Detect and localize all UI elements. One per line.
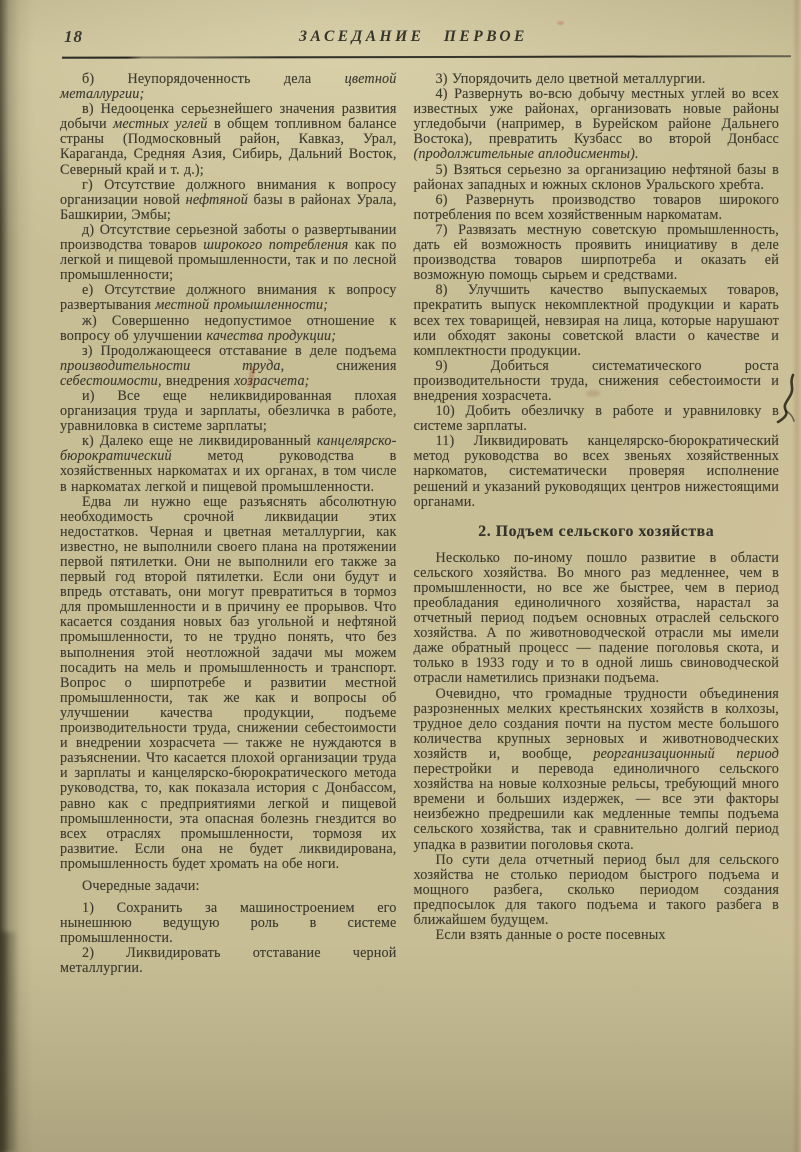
ink-squiggle-mark: [774, 372, 800, 428]
paragraph: Едва ли нужно еще разъяснять абсолютную необходимость срочной ликвидации этих недостатков. Черная и цветная металлургии, как известно, не выполнили своего плана на протяжении первой пятилетки. Они не выполнили его также за первый год второй пятилетки. Если они будут и впредь отставать, они могут превратиться в тормоз для промышленности и в причину ее прорывов. Что касается создания новых баз угольной и нефтяной промышленности, то не трудно понять, что без выполнения этой неотложной задачи мы можем посадить на мель и промышленность и транспорт. Вопрос о ширпотребе и развитии местной промышленности, так же как и вопросы об улучшении качества продукции, подъеме производительности труда, снижении себестоимости и внедрении хозрасчета — также не нуждаются в разъяснении. Что касается плохой организации труда и зарплаты и канцелярско-бюрократического метода руководства, то, как показала история с Донбассом, равно как с предприятиями легкой и пищевой промышленности, эта опасная болезнь гнездится во всех отраслях промышленности, тормозя их развитие. Если она не будет ликвидирована, промышленность будет хромать на обе ноги.: [60, 493, 397, 872]
page-right-edge-shadow: [792, 0, 801, 1152]
paragraph: Несколько по-иному пошло развитие в области сельского хозяйства. Во много раз медленнее, чем в промышленности, но все же быстрее, чем в период преобладания единоличного хозяйства, нарастал за отчетный период подъем основных отраслей сельского хозяйства. А по животноводческой отрасли мы имели даже обратный процесс — падение поголовья скота, и только в 1933 году и то в одной лишь свиноводческой отрасли наметились признаки подъема.: [413, 549, 779, 687]
paragraph: и) Все еще неликвидированная плохая организация труда и зарплаты, обезличка в работе, уравниловка в системе зарплаты;: [60, 387, 397, 435]
paragraph: д) Отсутствие серьезной заботы о развертывании производства товаров широкого потребления как по легкой и пищевой промышленности, так и по лесной промышленности;: [60, 221, 397, 284]
paragraph: 2) Ликвидировать отставание черной металлургии.: [60, 945, 397, 977]
page-bottom-left-shadow: [0, 932, 22, 1152]
paragraph: з) Продолжающееся отставание в деле подъема производительности труда, снижения себестоимости, внедрения хозрасчета;: [60, 342, 397, 389]
paragraph: 1) Сохранить за машиностроением его нынешнюю ведущую роль в системе промышленности.: [60, 900, 397, 947]
paragraph: г) Отсутствие должного внимания к вопросу организации новой нефтяной базы в районах Урала, Башкирии, Эмбы;: [60, 176, 397, 223]
paragraph: в) Недооценка серьезнейшего значения развития добычи местных углей в общем топливном балансе страны (Подмосковный район, Кавказ, Урал, Караганда, Средняя Азия, Сибирь, Дальний Восток, Северный край и т. д.);: [60, 101, 397, 178]
paragraph: к) Далеко еще не ликвидированный канцелярско-бюрократический метод руководства в хозяйственных наркоматах и их органах, в том числе в наркоматах легкой и пищевой промышленности.: [60, 433, 397, 495]
left-column: [60, 72, 397, 977]
paragraph: Если взять данные о росте посевных: [435, 927, 666, 944]
text-columns: [0, 58, 801, 977]
paragraph: ж) Совершенно недопустимое отношение к вопросу об улучшении качества продукции;: [60, 312, 397, 344]
paragraph: 5) Взяться серьезно за организацию нефтяной базы в районах западных и южных склонов Уральского хребта.: [413, 161, 779, 193]
paragraph: 7) Развязать местную советскую промышленность, дать ей возможность проявить инициативу в деле производства товаров ширпотреба и оказать ей возможную помощь сырьем и средствами.: [413, 221, 779, 284]
faint-smudge-mark: [586, 390, 600, 397]
paragraph: 9) Добиться систематического роста производительности труда, снижения себестоимости и внедрения хозрасчета.: [413, 357, 779, 404]
paragraph: По сути дела отчетный период был для сельского хозяйства не столько периодом быстрого подъема и мощного разбега, сколько периодом создания предпосылок для такого подъема и такого разбега в ближайшем будущем.: [413, 851, 779, 928]
paragraph: 6) Развернуть производство товаров широкого потребления по всем хозяйственным наркоматам.: [413, 191, 779, 223]
paragraph: 10) Добить обезличку в работе и уравниловку в системе зарплаты.: [413, 403, 779, 435]
running-title: ЗАСЕДАНИЕ ПЕРВОЕ: [299, 28, 528, 45]
page-number: 18: [64, 27, 83, 46]
paragraph: 4) Развернуть во-всю добычу местных углей во всех известных уже районах, организовать новые районы угледобычи (например, в Бурейском районе Дальнего Востока), превратить Кузбасс во второй Донбасс (продолжительные аплодисменты).: [413, 86, 779, 163]
pink-speck-mark: [557, 21, 564, 25]
paragraph: Очередные задачи:: [82, 877, 200, 894]
paragraph: 11) Ликвидировать канцелярско-бюрократический метод руководства во всех звеньях хозяйственных наркоматов, систематически проверяя исполнение решений и указаний руководящих центров нижестоящими органами.: [413, 433, 779, 510]
paragraph: 3) Упорядочить дело цветной металлургии.: [435, 71, 706, 87]
paragraph: 8) Улучшить качество выпускаемых товаров, прекратить выпуск некомплектной продукции и карать всех тех товарищей, невзирая на лица, которые нарушают или обходят законы советской власти о качестве и комплектности продукции.: [413, 282, 779, 359]
section-heading: 2. Подъем сельского хозяйства: [478, 522, 715, 540]
paragraph: е) Отсутствие должного внимания к вопросу развертывания местной промышленности;: [60, 282, 397, 314]
right-column: [414, 72, 779, 977]
paragraph: Очевидно, что громадные трудности объединения разрозненных мелких крестьянских хозяйств в колхозы, трудное дело создания почти на пустом месте большого количества крупных зерновых и животноводческих хозяйств и, вообще, реорганизационный период перестройки и перевода единоличного сельского хозяйства на новые колхозные рельсы, требующий много времени и больших издержек, — все эти факторы неизбежно предрешили как медленные темпы подъема сельского хозяйства, так и сравнительно долгий период упадка в развитии поголовья скота.: [413, 685, 779, 853]
paragraph: б) Неупорядоченность дела цветной металлургии;: [60, 71, 397, 103]
page-header: [62, 27, 765, 51]
